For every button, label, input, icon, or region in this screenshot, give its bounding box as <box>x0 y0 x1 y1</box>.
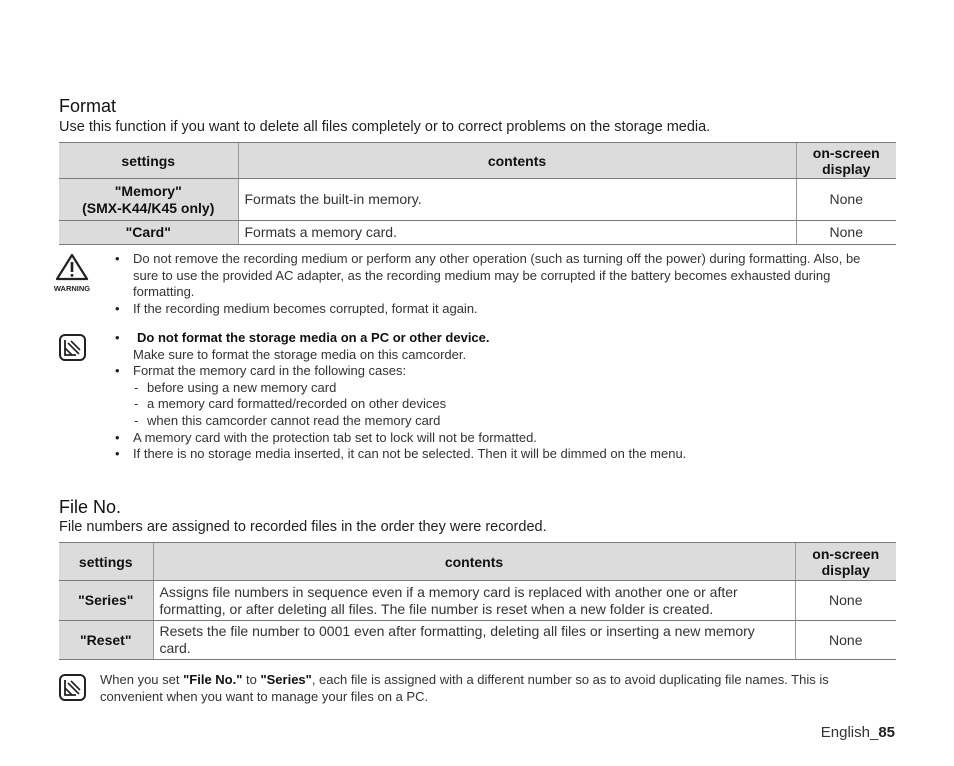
header-display: on-screen display <box>796 143 896 179</box>
list-item: • Do not remove the recording medium or perform any other operation (such as turning off the power) during formatting. Also, be sure to use the provided AC adapter, as the recording medium may be corrupted if the battery becomes exhausted during formatting. <box>109 251 884 301</box>
warning-badge <box>52 253 92 293</box>
format-intro: Use this function if you want to delete all files completely or to correct problems on the storage media. <box>59 119 711 135</box>
setting-cell: "Series" <box>59 581 153 621</box>
table-row <box>59 621 896 660</box>
header-contents: contents <box>153 543 795 581</box>
display-cell: None <box>796 221 896 245</box>
setting-cell: "Card" <box>59 221 238 245</box>
table-row <box>59 221 896 245</box>
format-table <box>59 142 896 245</box>
file-no-table <box>59 542 896 660</box>
file-no-note: When you set "File No." to "Series", each file is assigned with a different number so as to avoid duplicating file names. This is convenient when you want to manage your files on a PC. <box>100 672 829 704</box>
contents-cell: Assigns file numbers in sequence even if a memory card is replaced with another one or after formatting, or after deleting all files. The file number is reset when a new folder is created. <box>153 581 795 621</box>
file-no-title: File No. <box>59 497 122 517</box>
contents-cell: Resets the file number to 0001 even after formatting, deleting all files or inserting a new memory card. <box>153 621 795 660</box>
header-settings: settings <box>59 143 238 179</box>
page-footer: English_85 <box>820 724 895 741</box>
list-item: • If there is no storage media inserted, it can not be selected. Then it will be dimmed on the menu. <box>109 446 884 463</box>
header-settings: settings <box>59 543 153 581</box>
list-item: • Do not format the storage media on a PC or other device. <box>109 330 884 347</box>
warning-list <box>109 251 884 317</box>
header-display: on-screen display <box>795 543 896 581</box>
contents-cell: Formats a memory card. <box>238 221 796 245</box>
list-item-sub: Make sure to format the storage media on this camcorder. <box>133 346 467 362</box>
page-number: 85 <box>878 724 895 741</box>
warning-label: WARNING <box>53 284 91 293</box>
setting-cell: "Memory" (SMX-K44/K45 only) <box>59 179 238 221</box>
file-no-intro: File numbers are assigned to recorded files in the order they were recorded. <box>59 519 547 535</box>
table-row <box>59 179 896 221</box>
list-item-case: - when this camcorder cannot read the memory card <box>109 413 884 430</box>
note-icon <box>59 674 86 701</box>
format-title: Format <box>59 96 117 116</box>
list-item: • Format the memory card in the following cases: <box>109 363 884 380</box>
table-row <box>59 581 896 621</box>
display-cell: None <box>795 621 896 660</box>
display-cell: None <box>795 581 896 621</box>
setting-cell: "Reset" <box>59 621 153 660</box>
list-item-case: - before using a new memory card <box>109 380 884 397</box>
warning-icon <box>55 253 89 281</box>
list-item-case: - a memory card formatted/recorded on other devices <box>109 396 884 413</box>
note-list <box>109 330 884 463</box>
list-item: • A memory card with the protection tab set to lock will not be formatted. <box>109 430 884 447</box>
note-icon <box>59 334 86 361</box>
contents-cell: Formats the built-in memory. <box>238 179 796 221</box>
header-contents: contents <box>238 143 796 179</box>
display-cell: None <box>796 179 896 221</box>
list-item: • If the recording medium becomes corrupted, format it again. <box>109 301 884 318</box>
